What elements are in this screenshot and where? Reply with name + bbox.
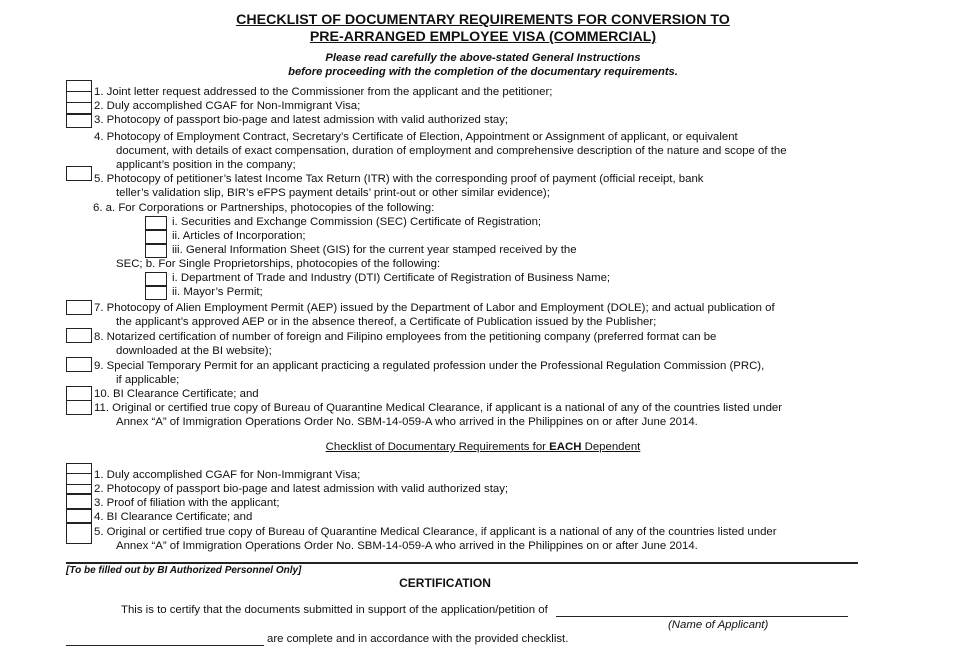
checkbox-dependent-3[interactable] [66, 494, 92, 509]
checked-by-line[interactable] [66, 645, 264, 646]
item-6a-text: 6. a. For Corporations or Partnerships, photocopies of the following: [93, 202, 435, 214]
item-8-text-line1: 8. Notarized certification of number of foreign and Filipino employees from the petitioning company (preferred format can be [94, 331, 717, 343]
item-4-text-line1: 4. Photocopy of Employment Contract, Secretary’s Certificate of Election, Appointment or Assignment of applicant, or equivalent [94, 131, 738, 143]
item-11-text-line1: 11. Original or certified true copy of Bureau of Quarantine Medical Clearance, if applicant is a national of any of the countries listed under [94, 402, 783, 414]
certification-separator [66, 562, 858, 564]
item-3-text: 3. Photocopy of passport bio-page and latest admission with valid authorized stay; [94, 114, 509, 126]
item-2-text: 2. Duly accomplished CGAF for Non-Immigrant Visa; [94, 100, 361, 112]
dependent-item-4-text: 4. BI Clearance Certificate; and [94, 511, 253, 523]
checkbox-item-6a-i[interactable] [145, 216, 167, 230]
item-6a-iii-text: iii. General Information Sheet (GIS) for the current year stamped received by the [172, 244, 577, 256]
dependent-item-3-text: 3. Proof of filiation with the applicant; [94, 497, 280, 509]
dependent-item-2-text: 2. Photocopy of passport bio-page and latest admission with valid authorized stay; [94, 483, 509, 495]
checkbox-item-5[interactable] [66, 166, 92, 181]
checkbox-item-6a-iii[interactable] [145, 244, 167, 258]
item-6b-text: SEC; b. For Single Proprietorships, photocopies of the following: [116, 258, 441, 270]
instructions-line1: Please read carefully the above-stated General Instructions [325, 52, 641, 64]
checkbox-divider [66, 102, 92, 103]
certification-text-line2: are complete and in accordance with the provided checklist. [267, 633, 569, 645]
dependent-section-heading: Checklist of Documentary Requirements for EACH Dependent [325, 441, 641, 453]
checkbox-divider [66, 484, 92, 485]
applicant-name-line[interactable] [556, 616, 848, 617]
dependent-item-1-text: 1. Duly accomplished CGAF for Non-Immigrant Visa; [94, 469, 361, 481]
checkbox-item-6a-ii[interactable] [145, 230, 167, 244]
checkbox-dependent-4[interactable] [66, 509, 92, 523]
item-4-text-line3: applicant’s position in the company; [116, 159, 296, 171]
item-1-text: 1. Joint letter request addressed to the Commissioner from the applicant and the petitioner; [94, 86, 553, 98]
checkbox-divider [66, 473, 92, 474]
checkbox-divider [66, 91, 92, 92]
instructions-line2: before proceeding with the completion of the documentary requirements. [288, 66, 678, 78]
checkbox-item-6b-ii[interactable] [145, 286, 167, 300]
checkbox-item-1[interactable] [66, 80, 92, 114]
dependent-item-5-text-line2: Annex “A” of Immigration Operations Order No. SBM-14-059-A who arrived in the Philippines on or after June 2014. [116, 540, 698, 552]
item-6b-i-text: i. Department of Trade and Industry (DTI) Certificate of Registration of Business Name; [172, 272, 611, 284]
item-4-text-line2: document, with details of exact compensation, duration of employment and comprehensive description of the nature and scope of the [116, 145, 787, 157]
item-5-text-line1: 5. Photocopy of petitioner’s latest Income Tax Return (ITR) with the corresponding proof of payment (official receipt, bank [94, 173, 704, 185]
item-11-text-line2: Annex “A” of Immigration Operations Order No. SBM-14-059-A who arrived in the Philippines on or after June 2014. [116, 416, 698, 428]
document-title-line2: PRE-ARRANGED EMPLOYEE VISA (COMMERCIAL) [309, 29, 657, 45]
checkbox-item-4[interactable] [66, 114, 92, 128]
item-6a-ii-text: ii. Articles of Incorporation; [172, 230, 306, 242]
authorized-personnel-note: [To be filled out by BI Authorized Personnel Only] [66, 565, 302, 576]
item-7-text-line1: 7. Photocopy of Alien Employment Permit (AEP) issued by the Department of Labor and Employment (DOLE); and actual publication of [94, 302, 775, 314]
checkbox-dependent-1[interactable] [66, 463, 92, 494]
checkbox-divider [66, 400, 92, 401]
item-5-text-line2: teller’s validation slip, BIR’s eFPS payment details’ print-out or other similar evidence); [116, 187, 550, 199]
document-title-line1: CHECKLIST OF DOCUMENTARY REQUIREMENTS FOR CONVERSION TO [236, 12, 730, 28]
checkbox-item-9[interactable] [66, 357, 92, 372]
item-8-text-line2: downloaded at the BI website); [116, 345, 272, 357]
checkbox-dependent-5[interactable] [66, 523, 92, 544]
dependent-item-5-text-line1: 5. Original or certified true copy of Bureau of Quarantine Medical Clearance, if applicant is a national of any of the countries listed under [94, 526, 777, 538]
item-9-text-line2: if applicable; [116, 374, 180, 386]
checkbox-item-7[interactable] [66, 300, 92, 315]
item-6b-ii-text: ii. Mayor’s Permit; [172, 286, 263, 298]
checkbox-item-6b-i[interactable] [145, 272, 167, 286]
item-6a-i-text: i. Securities and Exchange Commission (SEC) Certificate of Registration; [172, 216, 542, 228]
applicant-name-caption: (Name of Applicant) [668, 619, 769, 631]
item-7-text-line2: the applicant’s approved AEP or in the absence thereof, a Certificate of Publication issued by the Publisher; [116, 316, 657, 328]
item-10-text: 10. BI Clearance Certificate; and [94, 388, 259, 400]
item-9-text-line1: 9. Special Temporary Permit for an applicant practicing a regulated profession under the Professional Regulation Commission (PRC), [94, 360, 765, 372]
certification-heading: CERTIFICATION [399, 576, 491, 590]
checkbox-item-8[interactable] [66, 328, 92, 343]
certification-text-line1: This is to certify that the documents submitted in support of the application/petition of [121, 604, 548, 616]
